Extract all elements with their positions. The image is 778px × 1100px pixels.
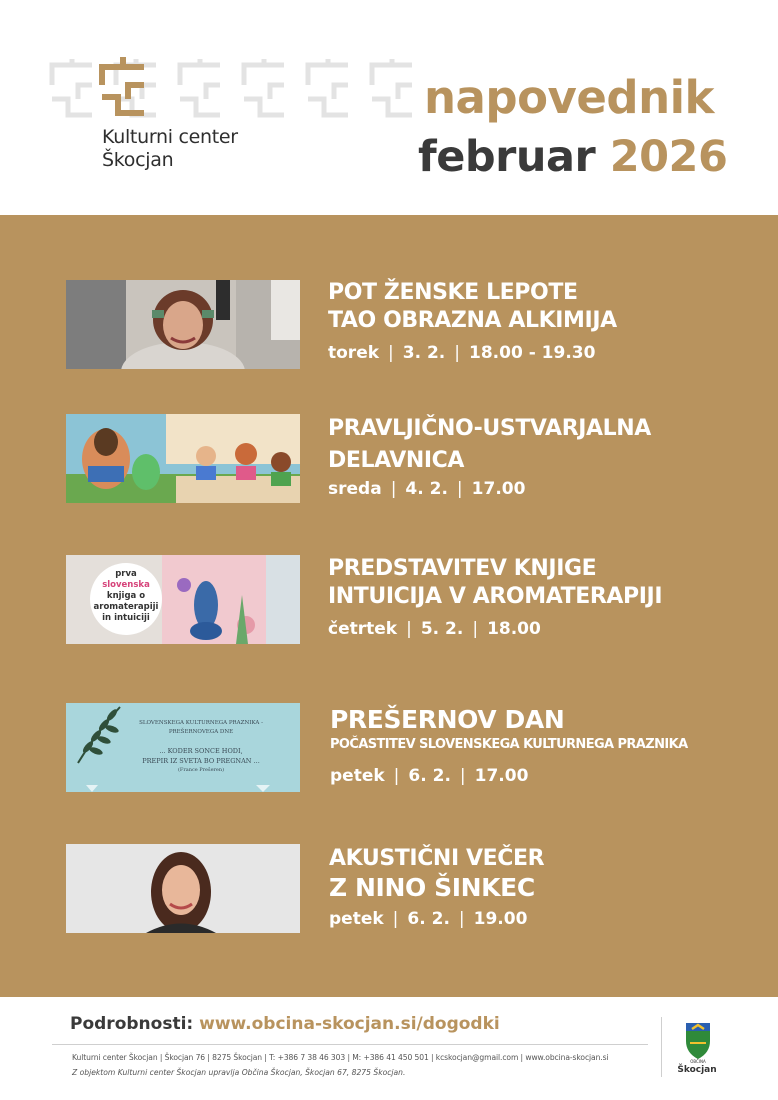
event-title-line1: POT ŽENSKE LEPOTE [328,280,578,305]
footer-contacts: Kulturni center Škocjan | Škocjan 76 | 8275 Škocjan | T: +386 7 38 46 303 | M: +386 41 450 501 | kcskocjan@gmail.com | www.obcina-skocjan.si [72,1053,609,1062]
event-title-line2: TAO OBRAZNA ALKIMIJA [328,308,617,333]
event-schedule [329,907,544,931]
event-title-line2: DELAVNICA [328,448,465,473]
logo-pattern [48,55,420,121]
separator: | [388,343,394,363]
event-date: 3. 2. [402,343,446,363]
card-author: (France Prešeren) [177,767,225,773]
event-subtitle: POČASTITEV SLOVENSKEGA KULTURNEGA PRAZNIKA [330,737,688,752]
event-image-storytelling-illustration [66,414,300,503]
event-image-preseren-card [66,703,300,792]
org-name [102,126,238,172]
event-time: 17.00 [471,479,526,499]
event-text [328,415,651,501]
event-title-line1: PREDSTAVITEV KNJIGE [328,556,597,581]
footer [0,997,778,1100]
event-schedule [328,617,662,641]
event-text [329,845,544,931]
details-label: Podrobnosti: [70,1014,194,1034]
event-title-line2: Z NINO ŠINKEC [329,873,535,902]
event-title-line2: INTUICIJA V AROMATERAPIJI [328,584,663,609]
event-time: 19.00 [473,909,528,929]
footer-vertical-divider [661,1017,662,1077]
event-day: petek [330,766,385,786]
event-title-line1: PRAVLJIČNO-USTVARJALNA [328,416,651,441]
crest-label: Škocjan [677,1065,717,1075]
crest-label-small: OBČINA [690,1059,706,1064]
separator: | [458,909,465,929]
org-name-line1: Kulturni center [102,126,238,148]
details-link[interactable]: www.obcina-skocjan.si/dogodki [199,1014,500,1034]
event-date: 6. 2. [407,909,450,929]
card-quote2: PREPIR IZ SVETA BO PREGNAN ... [142,757,260,765]
title-month: februar [418,132,596,182]
event-text [328,279,617,365]
badge-line4: aromaterapiji [93,602,159,612]
page-subtitle [418,130,727,184]
event-date: 4. 2. [405,479,448,499]
page-title: napovednik [424,71,714,124]
badge-line2: slovenska [102,580,150,590]
org-name-line2: Škocjan [102,149,174,171]
footer-divider [52,1044,648,1045]
separator: | [456,479,463,499]
separator: | [454,343,460,363]
separator: | [459,766,466,786]
events-panel [0,215,778,997]
event-text [328,555,662,641]
event-date: 5. 2. [420,619,464,639]
event-image-woman-portrait [66,280,300,369]
event-time: 18.00 [487,619,541,639]
header [0,0,778,215]
book-badge [90,569,162,624]
event-day: četrtek [328,619,398,639]
event-time: 17.00 [474,766,529,786]
separator: | [392,909,399,929]
details-line [70,1014,500,1034]
event-image-singer-portrait [66,844,300,933]
event-schedule [328,477,651,501]
event-image-book-cover [66,555,300,644]
event-day: torek [328,343,380,363]
event-schedule [328,341,617,365]
separator: | [393,766,400,786]
event-day: petek [329,909,384,929]
card-quote1: ... KODER SONCE HODI, [159,747,243,755]
separator: | [472,619,479,639]
event-time: 18.00 - 19.30 [469,343,596,363]
separator: | [406,619,412,639]
event-schedule [330,764,688,788]
event-title-line1: PREŠERNOV DAN [330,705,565,734]
title-year: 2026 [609,132,728,182]
separator: | [390,479,397,499]
card-line2: PREŠERNOVEGA DNE [168,729,234,735]
event-day: sreda [328,479,382,499]
event-date: 6. 2. [408,766,451,786]
badge-line3: knjiga o [106,591,146,601]
badge-line1: prva [115,569,137,579]
badge-line5: in intuiciji [102,613,150,623]
preseren-card-text [106,719,296,775]
event-title-line1: AKUSTIČNI VEČER [329,846,545,871]
event-text [330,704,688,788]
footer-note: Z objektom Kulturni center Škocjan upravlja Občina Škocjan, Škocjan 67, 8275 Škocjan. [72,1068,406,1077]
card-line1: SLOVENSKEGA KULTURNEGA PRAZNIKA - [139,720,263,726]
